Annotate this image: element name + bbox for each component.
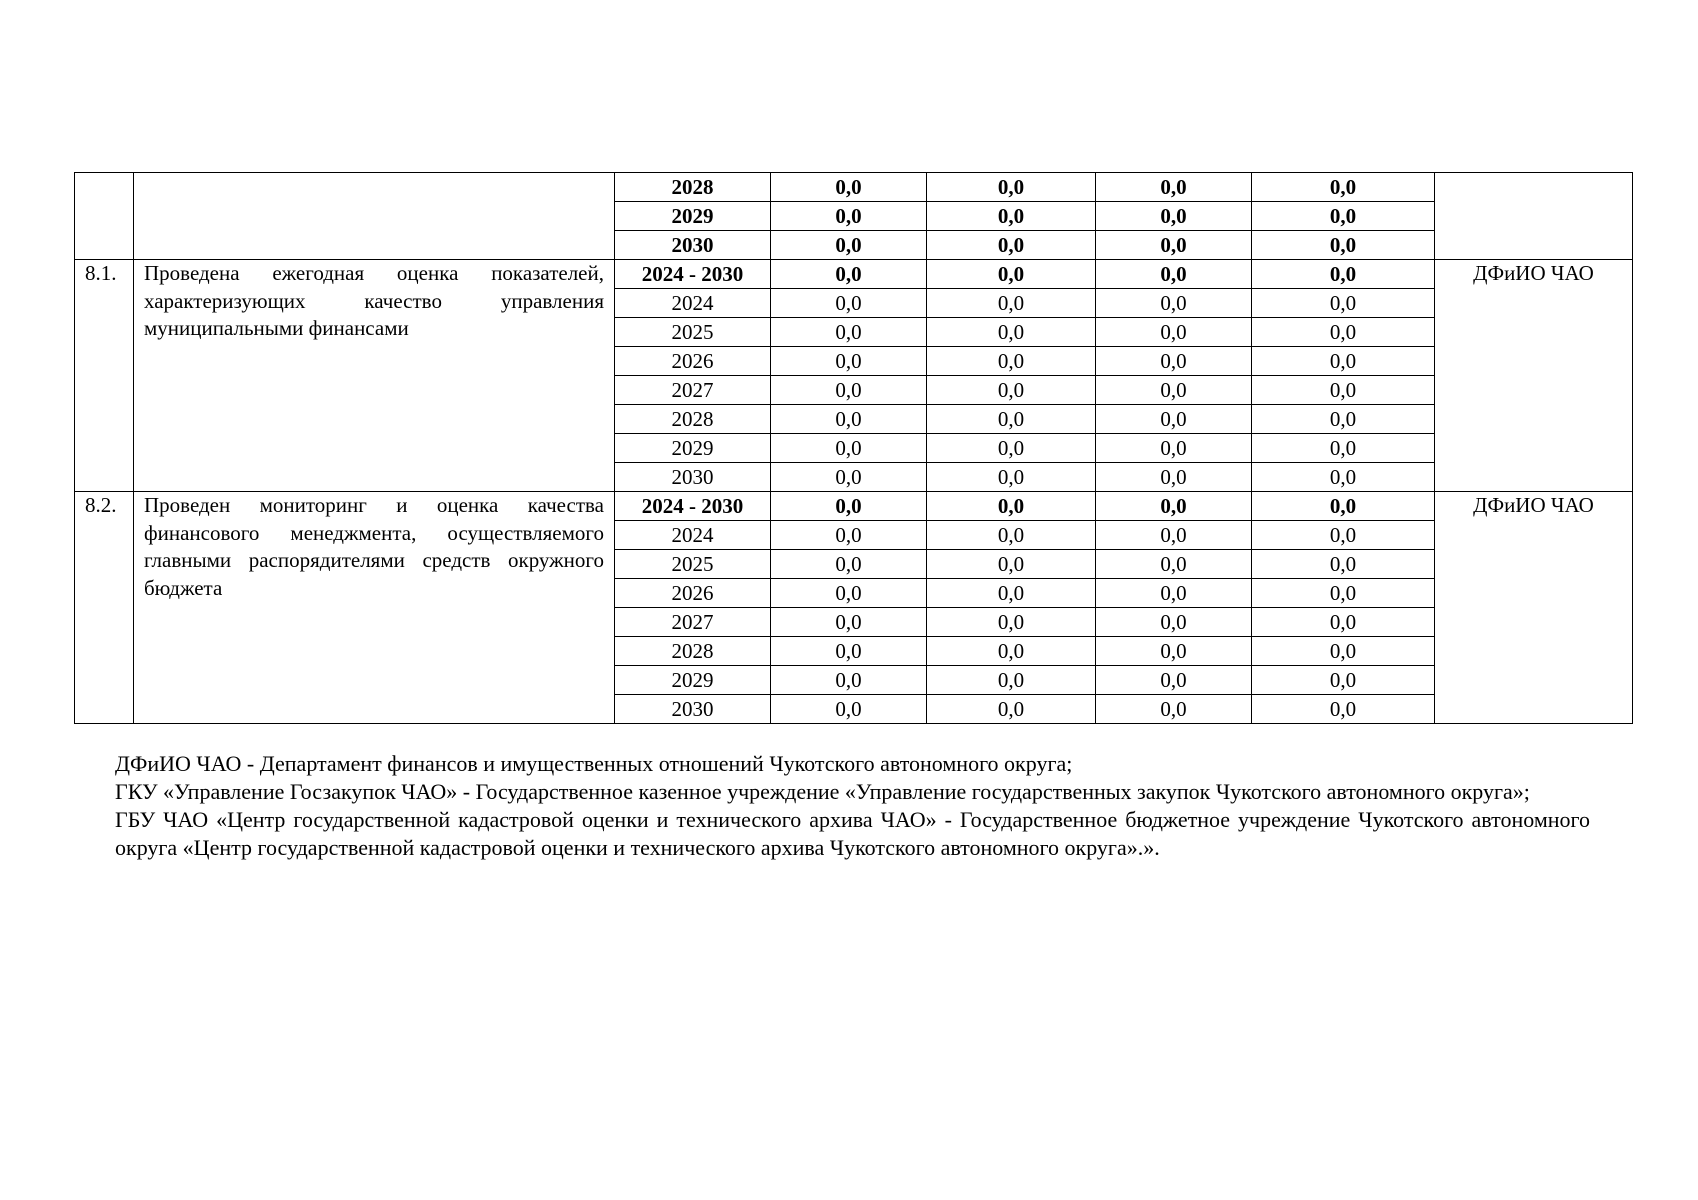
value-cell: 0,0 xyxy=(771,289,927,318)
value-cell: 0,0 xyxy=(927,289,1096,318)
value-cell: 0,0 xyxy=(771,666,927,695)
value-cell: 0,0 xyxy=(1096,376,1252,405)
value-cell: 0,0 xyxy=(1252,579,1435,608)
value-cell: 0,0 xyxy=(1252,318,1435,347)
value-cell: 0,0 xyxy=(1252,231,1435,260)
value-cell: 0,0 xyxy=(771,492,927,521)
value-cell: 0,0 xyxy=(1252,492,1435,521)
value-cell: 0,0 xyxy=(1096,521,1252,550)
note-gku: ГКУ «Управление Госзакупок ЧАО» - Государственное казенное учреждение «Управление государственных закупок Чукотского автономного округа»; xyxy=(115,779,1530,804)
value-cell: 0,0 xyxy=(1252,608,1435,637)
value-cell: 0,0 xyxy=(927,318,1096,347)
value-cell: 0,0 xyxy=(927,492,1096,521)
value-cell: 0,0 xyxy=(771,637,927,666)
value-cell: 0,0 xyxy=(1096,173,1252,202)
value-cell: 0,0 xyxy=(1096,231,1252,260)
value-cell: 0,0 xyxy=(1252,202,1435,231)
value-cell: 0,0 xyxy=(927,463,1096,492)
value-cell: 0,0 xyxy=(1252,347,1435,376)
year-cell: 2025 xyxy=(615,550,771,579)
value-cell: 0,0 xyxy=(927,202,1096,231)
value-cell: 0,0 xyxy=(771,260,927,289)
name-cell xyxy=(134,173,615,260)
value-cell: 0,0 xyxy=(927,666,1096,695)
value-cell: 0,0 xyxy=(771,463,927,492)
year-cell: 2030 xyxy=(615,695,771,724)
year-cell: 2028 xyxy=(615,637,771,666)
value-cell: 0,0 xyxy=(771,405,927,434)
year-cell: 2028 xyxy=(615,405,771,434)
value-cell: 0,0 xyxy=(771,202,927,231)
value-cell: 0,0 xyxy=(1096,666,1252,695)
value-cell: 0,0 xyxy=(1252,463,1435,492)
value-cell: 0,0 xyxy=(771,318,927,347)
value-cell: 0,0 xyxy=(927,434,1096,463)
note-dfio: ДФиИО ЧАО - Департамент финансов и имущественных отношений Чукотского автономного округа; xyxy=(115,751,1073,776)
value-cell: 0,0 xyxy=(1096,260,1252,289)
value-cell: 0,0 xyxy=(927,695,1096,724)
value-cell: 0,0 xyxy=(1096,405,1252,434)
value-cell: 0,0 xyxy=(771,434,927,463)
value-cell: 0,0 xyxy=(927,637,1096,666)
year-cell: 2024 xyxy=(615,521,771,550)
value-cell: 0,0 xyxy=(927,608,1096,637)
section-name: Проведен мониторинг и оценка качества финансового менеджмента, осуществляемого главными распорядителями средств окружного бюджета xyxy=(134,492,615,724)
value-cell: 0,0 xyxy=(927,405,1096,434)
year-cell: 2029 xyxy=(615,434,771,463)
year-cell: 2028 xyxy=(615,173,771,202)
value-cell: 0,0 xyxy=(1252,376,1435,405)
table-row xyxy=(75,173,1633,202)
value-cell: 0,0 xyxy=(1252,695,1435,724)
table-body xyxy=(75,173,1633,724)
value-cell: 0,0 xyxy=(927,376,1096,405)
section-executor: ДФиИО ЧАО xyxy=(1435,492,1633,724)
number-cell xyxy=(75,173,134,260)
year-cell: 2026 xyxy=(615,579,771,608)
value-cell: 0,0 xyxy=(1096,608,1252,637)
note-gbu: ГБУ ЧАО «Центр государственной кадастровой оценки и технического архива ЧАО» - Государственное бюджетное учреждение Чукотского автономного округа «Центр государственной кадастровой оценки и технического архива Чукотского автономного округа».». xyxy=(115,807,1590,860)
year-cell: 2024 xyxy=(615,289,771,318)
value-cell: 0,0 xyxy=(771,608,927,637)
value-cell: 0,0 xyxy=(927,173,1096,202)
year-cell: 2029 xyxy=(615,666,771,695)
year-cell: 2030 xyxy=(615,231,771,260)
value-cell: 0,0 xyxy=(927,521,1096,550)
value-cell: 0,0 xyxy=(927,550,1096,579)
year-cell: 2027 xyxy=(615,608,771,637)
value-cell: 0,0 xyxy=(771,550,927,579)
value-cell: 0,0 xyxy=(1252,637,1435,666)
value-cell: 0,0 xyxy=(927,231,1096,260)
budget-table xyxy=(74,172,1633,724)
value-cell: 0,0 xyxy=(1096,550,1252,579)
year-cell: 2024 - 2030 xyxy=(615,492,771,521)
abbreviation-notes xyxy=(115,750,1590,862)
value-cell: 0,0 xyxy=(1252,666,1435,695)
value-cell: 0,0 xyxy=(1096,347,1252,376)
year-cell: 2029 xyxy=(615,202,771,231)
value-cell: 0,0 xyxy=(1252,405,1435,434)
section-number: 8.2. xyxy=(75,492,134,724)
value-cell: 0,0 xyxy=(1252,289,1435,318)
value-cell: 0,0 xyxy=(771,695,927,724)
value-cell: 0,0 xyxy=(927,260,1096,289)
year-cell: 2024 - 2030 xyxy=(615,260,771,289)
value-cell: 0,0 xyxy=(1096,434,1252,463)
value-cell: 0,0 xyxy=(1096,463,1252,492)
value-cell: 0,0 xyxy=(771,231,927,260)
year-cell: 2030 xyxy=(615,463,771,492)
value-cell: 0,0 xyxy=(1096,492,1252,521)
year-cell: 2027 xyxy=(615,376,771,405)
value-cell: 0,0 xyxy=(1252,434,1435,463)
value-cell: 0,0 xyxy=(1252,550,1435,579)
year-cell: 2026 xyxy=(615,347,771,376)
value-cell: 0,0 xyxy=(1096,579,1252,608)
value-cell: 0,0 xyxy=(771,579,927,608)
value-cell: 0,0 xyxy=(1252,521,1435,550)
table-row-total xyxy=(75,492,1633,521)
executor-cell xyxy=(1435,173,1633,260)
value-cell: 0,0 xyxy=(1252,260,1435,289)
value-cell: 0,0 xyxy=(927,347,1096,376)
section-number: 8.1. xyxy=(75,260,134,492)
value-cell: 0,0 xyxy=(1096,289,1252,318)
value-cell: 0,0 xyxy=(771,173,927,202)
section-name: Проведена ежегодная оценка показателей, характеризующих качество управления муниципальными финансами xyxy=(134,260,615,492)
year-cell: 2025 xyxy=(615,318,771,347)
value-cell: 0,0 xyxy=(1252,173,1435,202)
value-cell: 0,0 xyxy=(927,579,1096,608)
section-executor: ДФиИО ЧАО xyxy=(1435,260,1633,492)
value-cell: 0,0 xyxy=(771,521,927,550)
value-cell: 0,0 xyxy=(771,376,927,405)
value-cell: 0,0 xyxy=(771,347,927,376)
table-row-total xyxy=(75,260,1633,289)
value-cell: 0,0 xyxy=(1096,202,1252,231)
value-cell: 0,0 xyxy=(1096,695,1252,724)
value-cell: 0,0 xyxy=(1096,637,1252,666)
value-cell: 0,0 xyxy=(1096,318,1252,347)
